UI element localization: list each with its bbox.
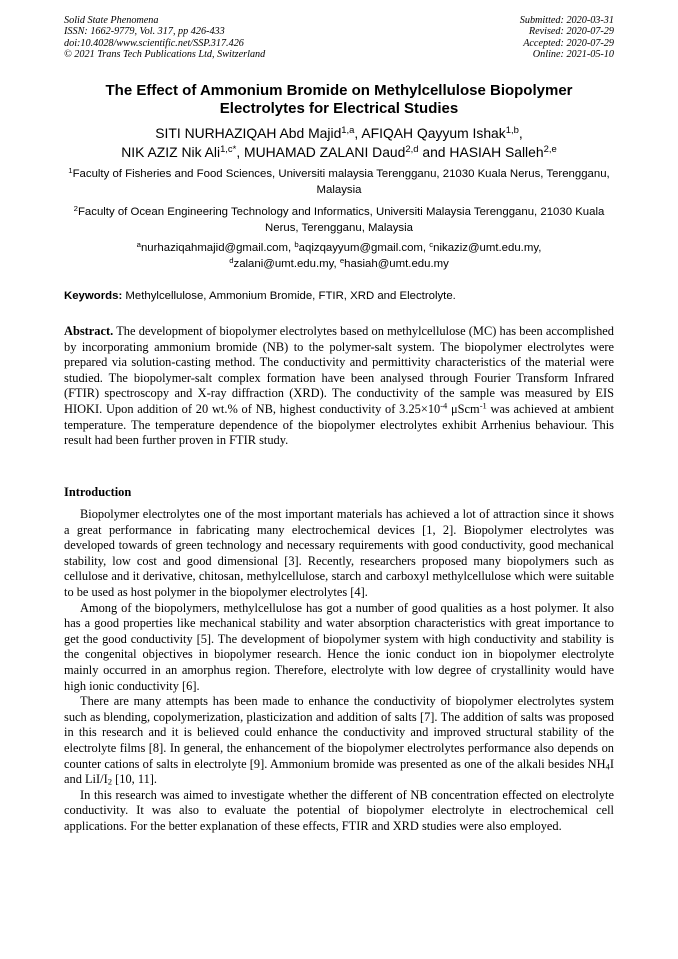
- publication-dates: [520, 15, 614, 61]
- abstract-text: The development of biopolymer electrolytes based on methylcellulose (MC) has been accomplished by incorporating ammonium bromide (NB) to the polymer-salt system. The biopolymer electrolytes were prepared via solution-casting method. The conductivity and permittivity characteristics of the material were studied. The biopolymer-salt complex formation have been analysed through Fourier Transform Infrared (FTIR) spectroscopy and X-ray diffraction (XRD). The conductivity of the sample was measured by EIS HIOKI. Upon addition of 20 wt.% of NB, highest conductivity of 3.25×10: [64, 324, 615, 416]
- affiliation-mark: 2: [73, 203, 78, 213]
- accepted-date: Accepted: 2020-07-29: [523, 37, 614, 49]
- author-affil-mark: 2,d: [405, 143, 419, 155]
- affiliation-mark: 1: [68, 165, 73, 175]
- author-emails: $^a$nurhaziqahmajid@gmail.com, $^b$aqizqayyum@gmail.com, $^c$nikaziz@umt.edu.my, $^d$zalani@umt.edu.my, $^e$hasiah@umt.edu.my: [136, 239, 542, 270]
- email-mark: b: [294, 239, 299, 249]
- abstract: [64, 324, 614, 449]
- online-date: Online: 2021-05-10: [532, 49, 614, 61]
- abstract-label: Abstract.: [64, 324, 114, 338]
- keywords-text: Methylcellulose, Ammonium Bromide, FTIR, XRD and Electrolyte.: [125, 290, 456, 302]
- paragraph: Among of the biopolymers, methylcellulose has got a number of good qualities as a host polymer. It also has a good properties like mechanical stability and water absorption characteristics with great importance to get the good conductivity [5]. The development of biopolymer system with high conductivity and stability is the congenital objectives in biopolymer research. Hence the ionic conduct ion in biopolymer electrolyte mainly occurred in an amorphus region. Therefore, electrolyte with low degree of crystallinity would have high ionic conductivity [6].: [64, 600, 614, 693]
- author-name: AFIQAH Qayyum Ishak: [361, 125, 506, 141]
- journal-doi: doi:10.4028/www.scientific.net/SSP.317.426: [64, 37, 244, 49]
- subscript: 4: [605, 761, 610, 772]
- email-address[interactable]: nurhaziqahmajid@gmail.com: [140, 242, 289, 254]
- paragraph-text: There are many attempts has been made to enhance the conductivity of biopolymer electrolytes system such as blending, copolymerization, plasticization and addition of salts [7]. The addition of salts was proposed in this research and it is believed could enhance the conductivity and improved structural stability of the electrolyte films [8]. In general, the enhancement of the biopolymer electrolytes performance also depends on counter cations of salts in electrolyte [9]. Ammonium bromide was presented as one of the alkali besides NH: [64, 694, 614, 771]
- journal-issn: ISSN: 1662-9779, Vol. 317, pp 426-433: [64, 26, 225, 38]
- author-conjunction: and: [422, 144, 446, 160]
- submitted-date: Submitted: 2020-03-31: [519, 15, 614, 26]
- affiliation-text: Faculty of Ocean Engineering Technology and Informatics, Universiti Malaysia Terengganu, 21030 Kuala Nerus, Terengganu, Malaysia: [77, 206, 605, 234]
- introduction-body: [64, 507, 614, 834]
- author-affil-mark: 2,e: [543, 143, 557, 155]
- abstract-exponent: -4: [440, 400, 448, 411]
- abstract-text: μScm: [447, 401, 480, 416]
- journal-info: [64, 15, 265, 61]
- author-affil-mark: 1,c*: [220, 143, 237, 155]
- email-mark: a: [136, 239, 141, 249]
- author-name: NIK AZIZ Nik Ali: [121, 144, 221, 160]
- subscript: 2: [107, 776, 113, 787]
- paragraph-text: I and LiI/I: [64, 756, 614, 787]
- email-mark: e: [339, 255, 345, 265]
- email-address[interactable]: hasiah@umt.edu.my: [344, 257, 449, 270]
- abstract-exponent: -1: [479, 400, 487, 411]
- paragraph: Biopolymer electrolytes one of the most important materials has achieved a lot of attraction since it shows a great performance in fabricating many electrochemical devices [1, 2]. Biopolymer electrolytes was developed towards of green technology and necessary requirements with good conductivity, good mechanical stability, low cost and good dimensional [3]. Recently, researchers proposed many biopolymers such as cellulose and it derivative, chitosan, methylcellulose, starch and carboxyl methylcellulose which were suitable to be used as host polymer in the biopolymer electrolytes [4].: [64, 507, 614, 599]
- abstract-text: was achieved at ambient temperature. The temperature dependence of the biopolymer electrolytes exhibit Arrhenius behaviour. This result had been further proven in FTIR study.: [64, 401, 614, 448]
- paragraph: [64, 694, 614, 788]
- paper-title: The Effect of Ammonium Bromide on Methylcellulose Biopolymer Electrolytes for Electrical Studies: [105, 82, 573, 117]
- email-address[interactable]: nikaziz@umt.edu.my: [433, 242, 539, 254]
- author-affil-mark: 1,b: [505, 124, 519, 136]
- email-address[interactable]: aqizqayyum@gmail.com: [298, 242, 423, 254]
- author-name: MUHAMAD ZALANI Daud: [244, 144, 406, 160]
- affiliation: [64, 167, 614, 198]
- section-heading: Introduction: [64, 485, 132, 499]
- affiliation: [64, 205, 614, 236]
- affiliation-text: Faculty of Fisheries and Food Sciences, Universiti malaysia Terengganu, 21030 Kuala Nerus, Terengganu, Malaysia: [72, 168, 610, 196]
- email-mark: d: [229, 255, 234, 265]
- journal-name: Solid State Phenomena: [64, 15, 159, 26]
- paragraph-text: [10, 11].: [112, 772, 157, 787]
- keywords: [64, 289, 614, 304]
- revised-date: Revised: 2020-07-29: [528, 26, 614, 38]
- email-address[interactable]: zalani@umt.edu.my: [233, 257, 334, 270]
- author-name: SITI NURHAZIQAH Abd Majid: [155, 125, 342, 141]
- keywords-label: Keywords:: [64, 290, 123, 302]
- email-mark: c: [429, 239, 434, 249]
- author-name: HASIAH Salleh: [449, 144, 544, 160]
- author-affil-mark: 1,a: [341, 124, 355, 136]
- journal-copyright: © 2021 Trans Tech Publications Ltd, Switzerland: [64, 49, 266, 61]
- author-list: SITI NURHAZIQAH Abd Majid$^{1,a}$, AFIQAH Qayyum Ishak$^{1,b}$, NIK AZIZ Nik Ali$^{1,c*}$, MUHAMAD ZALANI Daud$^{2,d}$ and HASIAH Salleh$^{2,e}$: [121, 124, 557, 160]
- paragraph: In this research was aimed to investigate whether the different of NB concentration effected on electrolyte conductivity. It was also to evaluate the potential of biopolymer electrolyte in electrochemical cell applications. For the better explanation of these effects, FTIR and XRD studies were also employed.: [64, 787, 614, 833]
